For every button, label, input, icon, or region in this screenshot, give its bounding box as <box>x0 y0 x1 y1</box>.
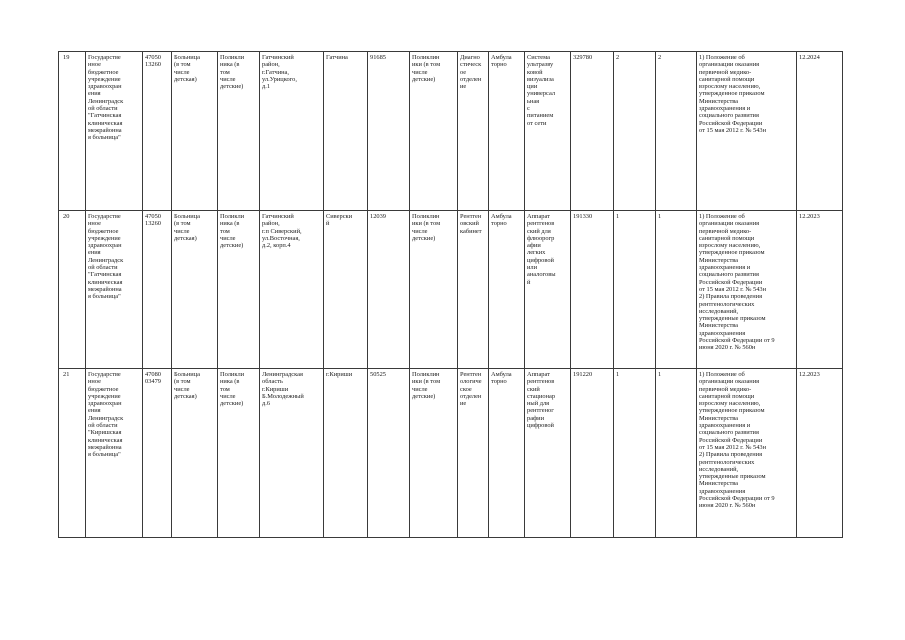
care-conditions: Амбула торно <box>489 211 525 369</box>
row-number: 20 <box>59 211 86 369</box>
deadline-date: 12.2023 <box>797 211 843 369</box>
population: 91685 <box>368 52 410 211</box>
settlement: г.Кириши <box>324 369 368 538</box>
quantity-required: 1 <box>614 369 656 538</box>
equipment-table <box>58 51 843 538</box>
institution-type: Больница (в том числе детская) <box>172 52 218 211</box>
population: 12039 <box>368 211 410 369</box>
unit-type: Поликли ника (в том числе детские) <box>218 211 260 369</box>
address: Ленинградская область г.Кириши Б.Молодежный д.6 <box>260 369 324 538</box>
institution-code: 47080 03479 <box>143 369 172 538</box>
unit-type: Поликли ника (в том числе детские) <box>218 52 260 211</box>
row-number: 21 <box>59 369 86 538</box>
institution-type: Больница (в том числе детская) <box>172 211 218 369</box>
department: Поликлин ики (в том числе детские) <box>410 369 458 538</box>
subdepartment: Диагно стическ ое отделен ие <box>458 52 489 211</box>
equipment-name: Система ультразву ковой визуализа ции универсал ьная с питанием от сети <box>525 52 571 211</box>
table-row <box>59 52 843 211</box>
institution-name: Государстве нное бюджетное учреждение здравоохран ения Ленинградск ой области "Киришская клиническая межрайонна я больница" <box>86 369 143 538</box>
document-page <box>58 51 843 538</box>
care-conditions: Амбула торно <box>489 52 525 211</box>
institution-name: Государстве нное бюджетное учреждение здравоохран ения Ленинградск ой области "Гатчинская клиническая межрайонна я больница" <box>86 211 143 369</box>
legal-basis: 1) Положение об организации оказания первичной медико- санитарной помощи взрослому населению, утвержденное приказом Министерства здравоохранения и социального развития Российской Федерации от 15 мая 2012 г. № 543н <box>697 52 797 211</box>
equipment-name: Аппарат рентгенов ский для флюорогр афии легких цифровой или аналоговы й <box>525 211 571 369</box>
settlement: Сиверски й <box>324 211 368 369</box>
quantity-planned: 1 <box>656 369 697 538</box>
quantity-planned: 2 <box>656 52 697 211</box>
population: 50525 <box>368 369 410 538</box>
deadline-date: 12.2024 <box>797 52 843 211</box>
institution-type: Больница (в том числе детская) <box>172 369 218 538</box>
equipment-name: Аппарат рентгенов ский стационар ный для рентгеног рафии цифровой <box>525 369 571 538</box>
deadline-date: 12.2023 <box>797 369 843 538</box>
institution-code: 47050 13260 <box>143 52 172 211</box>
legal-basis: 1) Положение об организации оказания первичной медико- санитарной помощи взрослому населению, утвержденное приказом Министерства здравоохранения и социального развития Российской Федерации от 15 мая 2012 г. № 543н 2) Правила проведения рентгенологических исследований, утвержденные приказом Министерства здравоохранения Российской Федерации от 9 июня 2020 г. № 560н <box>697 369 797 538</box>
quantity-required: 1 <box>614 211 656 369</box>
address: Гатчинский район, г.Гатчина, ул.Урицкого, д.1 <box>260 52 324 211</box>
institution-code: 47050 13260 <box>143 211 172 369</box>
department: Поликлин ики (в том числе детские) <box>410 52 458 211</box>
institution-name: Государстве нное бюджетное учреждение здравоохран ения Ленинградск ой области "Гатчинская клиническая межрайонна я больница" <box>86 52 143 211</box>
subdepartment: Рентген овский кабинет <box>458 211 489 369</box>
department: Поликлин ики (в том числе детские) <box>410 211 458 369</box>
table-row <box>59 211 843 369</box>
price: 329780 <box>571 52 614 211</box>
unit-type: Поликли ника (в том числе детские) <box>218 369 260 538</box>
quantity-required: 2 <box>614 52 656 211</box>
quantity-planned: 1 <box>656 211 697 369</box>
row-number: 19 <box>59 52 86 211</box>
price: 191330 <box>571 211 614 369</box>
settlement: Гатчина <box>324 52 368 211</box>
table-row <box>59 369 843 538</box>
legal-basis: 1) Положение об организации оказания первичной медико- санитарной помощи взрослому населению, утвержденное приказом Министерства здравоохранения и социального развития Российской Федерации от 15 мая 2012 г. № 543н 2) Правила проведения рентгенологических исследований, утвержденные приказом Министерства здравоохранения Российской Федерации от 9 июня 2020 г. № 560н <box>697 211 797 369</box>
price: 191220 <box>571 369 614 538</box>
address: Гатчинский район, г.п Сиверский, ул.Восточная, д.2, корп.4 <box>260 211 324 369</box>
care-conditions: Амбула торно <box>489 369 525 538</box>
subdepartment: Рентген ологиче ское отделен ие <box>458 369 489 538</box>
